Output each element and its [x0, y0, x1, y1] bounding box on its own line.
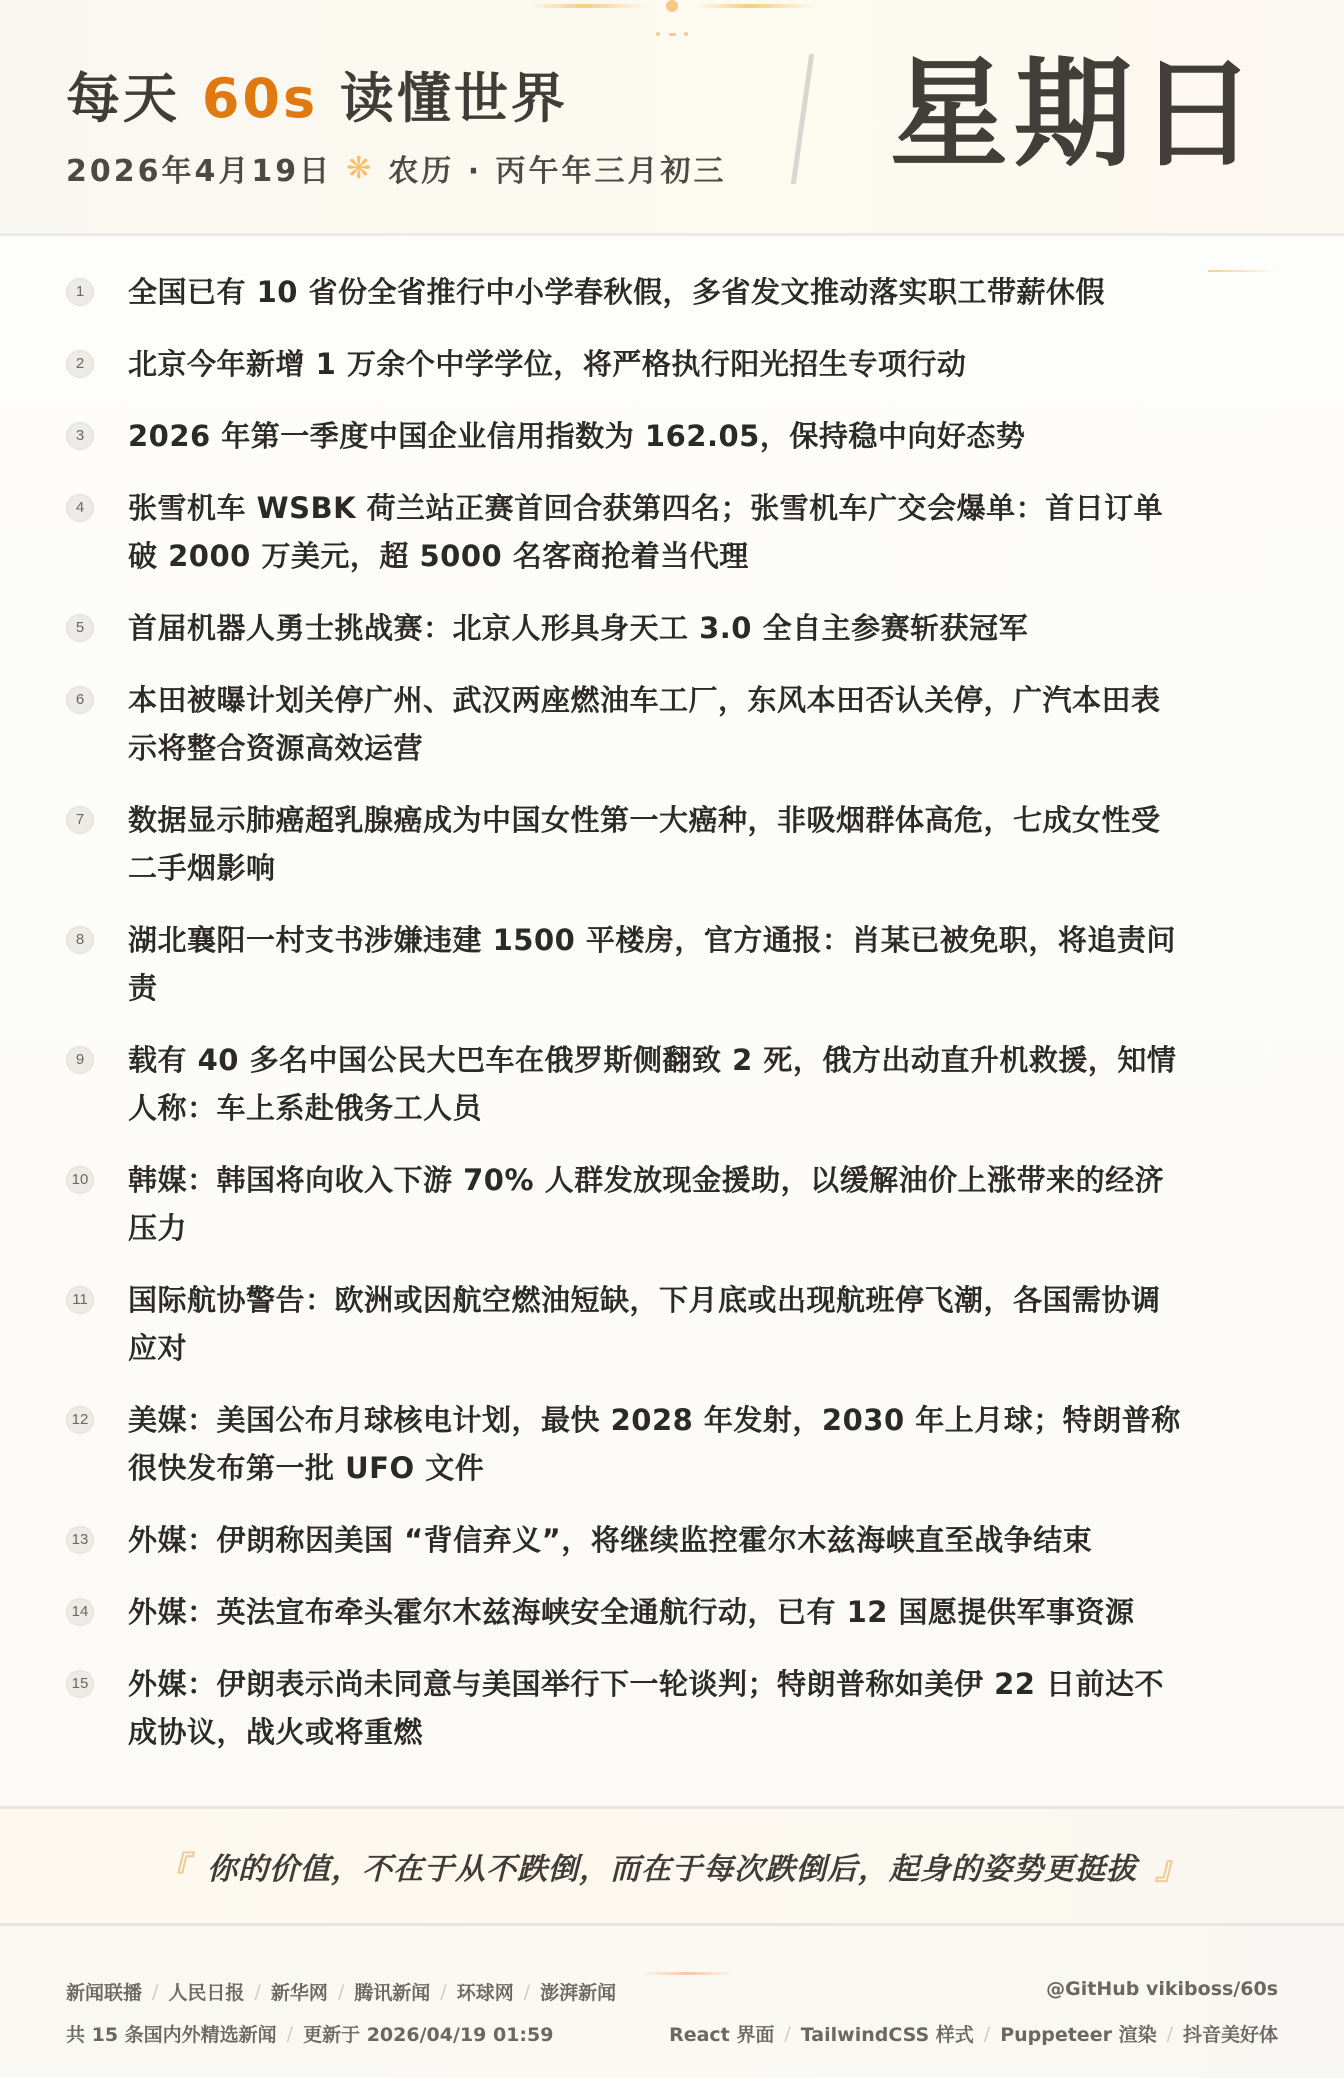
number-badge: 3 — [66, 422, 94, 450]
headline-line: 破 2000 万美元，超 5000 名客商抢着当代理 — [128, 539, 749, 573]
quote-banner — [0, 1806, 1344, 1926]
title-accent: 60s — [201, 67, 319, 130]
title-prefix: 每天 — [66, 67, 202, 130]
separator: / — [784, 2022, 791, 2045]
news-headline — [128, 1660, 1288, 1756]
number-badge: 6 — [66, 686, 94, 714]
ornament-dots — [656, 31, 688, 37]
separator: / — [1166, 2022, 1173, 2045]
headline-line: 载有 40 多名中国公民大巴车在俄罗斯侧翻致 2 死，俄方出动直升机救援，知情 — [128, 1043, 1177, 1077]
headline-line: 压力 — [128, 1211, 188, 1245]
separator: / — [337, 1980, 345, 2003]
header — [0, 0, 1344, 236]
number-badge: 15 — [66, 1670, 94, 1698]
source-name: 新华网 — [270, 1982, 328, 2004]
tech-item: Puppeteer 渲染 — [1000, 2024, 1157, 2046]
headline-line: 美媒：美国公布月球核电计划，最快 2028 年发射，2030 年上月球；特朗普称 — [128, 1403, 1181, 1437]
source-name: 新闻联播 — [66, 1982, 143, 2004]
headline-line: 示将整合资源高效运营 — [128, 731, 424, 765]
number-badge: 8 — [66, 926, 94, 954]
headline-line: 湖北襄阳一村支书涉嫌违建 1500 平楼房，官方通报：肖某已被免职，将追责问 — [128, 923, 1176, 957]
tech-item: 抖音美好体 — [1182, 2024, 1278, 2046]
headline-line: 责 — [128, 971, 158, 1005]
ornament-line-left — [530, 4, 648, 8]
tech-item: React 界面 — [669, 2024, 775, 2046]
headline-line: 成协议，战火或将重燃 — [128, 1715, 424, 1749]
github-credit — [1046, 1978, 1278, 2000]
headline-line: 国际航协警告：欧洲或因航空燃油短缺，下月底或出现航班停飞潮，各国需协调 — [128, 1283, 1161, 1317]
title-suffix: 读懂世界 — [318, 67, 568, 130]
headline-line: 外媒：英法宣布牵头霍尔木兹海峡安全通航行动，已有 12 国愿提供军事资源 — [128, 1595, 1135, 1629]
headline-line: 2026 年第一季度中国企业信用指数为 162.05，保持稳中向好态势 — [128, 419, 1026, 453]
footer — [0, 1926, 1344, 2078]
source-name: 腾讯新闻 — [354, 1982, 431, 2004]
headline-line: 首届机器人勇士挑战赛：北京人形具身天工 3.0 全自主参赛斩获冠军 — [128, 611, 1029, 645]
headline-line: 全国已有 10 省份全省推行中小学春秋假，多省发文推动落实职工带薪休假 — [128, 275, 1106, 309]
news-headline — [128, 676, 1288, 772]
number-badge: 7 — [66, 806, 94, 834]
page-title — [66, 56, 568, 133]
news-headline — [128, 1516, 1288, 1564]
separator: / — [523, 1980, 531, 2003]
headline-line: 张雪机车 WSBK 荷兰站正赛首回合获第四名；张雪机车广交会爆单：首日订单 — [128, 491, 1164, 525]
number-badge: 11 — [66, 1286, 94, 1314]
headline-line: 外媒：伊朗称因美国 “背信弃义”，将继续监控霍尔木兹海峡直至战争结束 — [128, 1523, 1093, 1557]
number-badge: 13 — [66, 1526, 94, 1554]
headline-line: 应对 — [128, 1331, 188, 1365]
ornament-dot — [666, 0, 678, 12]
news-headline — [128, 1588, 1288, 1636]
gregorian-date: 2026年4月19日 — [66, 154, 333, 189]
source-name: 环球网 — [456, 1982, 514, 2004]
ornament-line-right — [697, 4, 815, 8]
divider-slash — [791, 54, 814, 184]
lunar-date: 农历 · 丙午年三月初三 — [388, 154, 727, 189]
updated-time: 更新于 2026/04/19 01:59 — [303, 2024, 554, 2046]
separator: / — [983, 2022, 991, 2045]
number-badge: 14 — [66, 1598, 94, 1626]
top-ornament — [530, 0, 815, 40]
quote-text: 你的价值，不在于从不跌倒，而在于每次跌倒后，起身的姿势更挺拔 — [207, 1852, 1137, 1887]
headline-line: 二手烟影响 — [128, 851, 276, 885]
asterisk-icon: ❋ — [346, 150, 375, 186]
number-badge: 2 — [66, 350, 94, 378]
headline-line: 北京今年新增 1 万余个中学学位，将严格执行阳光招生专项行动 — [128, 347, 967, 381]
news-headline — [128, 268, 1288, 316]
headline-line: 人称：车上系赴俄务工人员 — [128, 1091, 483, 1125]
quote-open-mark: 『 — [156, 1849, 189, 1887]
weekday: 星期日 — [890, 45, 1263, 183]
source-name: 人民日报 — [168, 1982, 245, 2004]
headline-line: 韩媒：韩国将向收入下游 70% 人群发放现金援助，以缓解油价上涨带来的经济 — [128, 1163, 1165, 1197]
news-headline — [128, 1396, 1288, 1492]
number-badge: 4 — [66, 494, 94, 522]
news-headline — [128, 412, 1288, 460]
news-headline — [128, 484, 1288, 580]
news-headline — [128, 916, 1288, 1012]
footer-accent-line — [640, 1972, 735, 1975]
news-sources — [66, 1978, 616, 2005]
news-count: 共 15 条国内外精选新闻 — [66, 2024, 277, 2046]
github-link[interactable]: @GitHub vikiboss/60s — [1046, 1978, 1278, 2000]
separator: / — [440, 1980, 447, 2003]
news-headline — [128, 604, 1288, 652]
headline-line: 外媒：伊朗表示尚未同意与美国举行下一轮谈判；特朗普称如美伊 22 日前达不 — [128, 1667, 1165, 1701]
news-section — [0, 236, 1344, 1806]
news-headline — [128, 1036, 1288, 1132]
tech-stack — [669, 2020, 1278, 2047]
headline-line: 很快发布第一批 UFO 文件 — [128, 1451, 485, 1485]
headline-line: 数据显示肺癌超乳腺癌成为中国女性第一大癌种，非吸烟群体高危，七成女性受 — [128, 803, 1161, 837]
date-line — [66, 146, 727, 190]
number-badge: 10 — [66, 1166, 94, 1194]
news-headline — [128, 796, 1288, 892]
news-headline — [128, 1156, 1288, 1252]
number-badge: 9 — [66, 1046, 94, 1074]
separator: / — [254, 1980, 261, 2003]
news-headline — [128, 340, 1288, 388]
footer-meta — [66, 2020, 553, 2047]
number-badge: 12 — [66, 1406, 94, 1434]
tech-item: TailwindCSS 样式 — [800, 2024, 974, 2046]
number-badge: 5 — [66, 614, 94, 642]
news-headline — [128, 1276, 1288, 1372]
number-badge: 1 — [66, 278, 94, 306]
source-name: 澎湃新闻 — [540, 1982, 617, 2004]
headline-line: 本田被曝计划关停广州、武汉两座燃油车工厂，东风本田否认关停，广汽本田表 — [128, 683, 1161, 717]
separator: / — [286, 2022, 294, 2045]
quote-close-mark: 』 — [1155, 1849, 1188, 1887]
separator: / — [152, 1980, 159, 2003]
